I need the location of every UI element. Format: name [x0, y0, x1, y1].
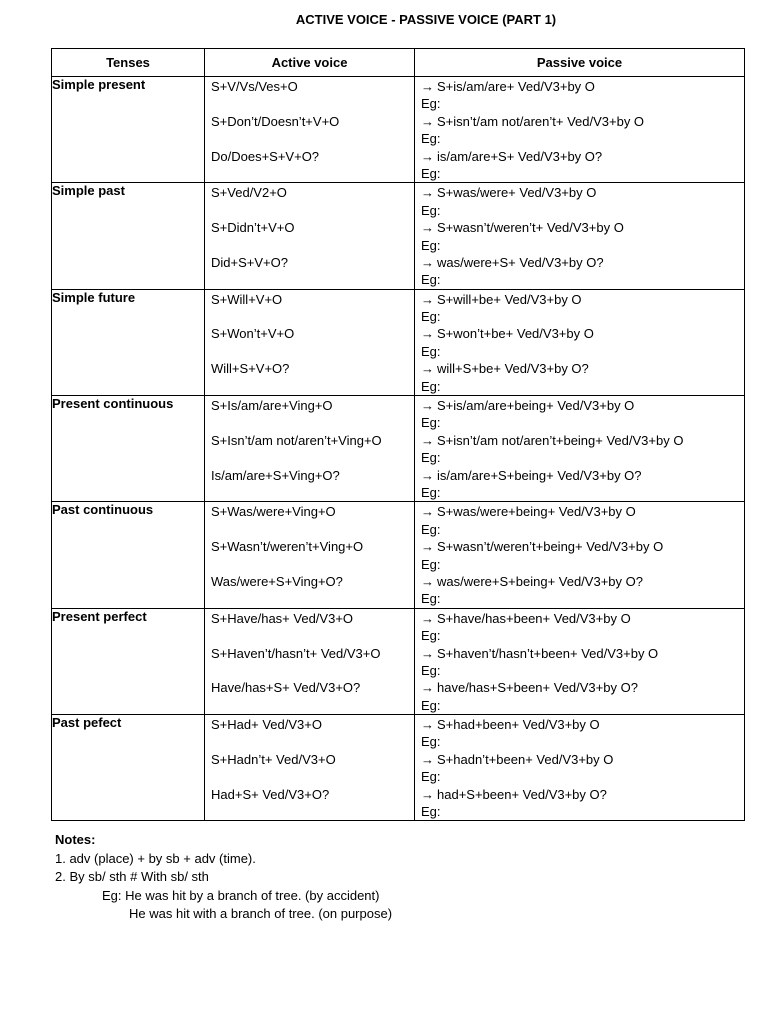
notes-heading: Notes:: [55, 832, 96, 847]
passive-formula: [421, 397, 744, 414]
active-formula: Have/has+S+ Ved/V3+O?: [211, 680, 361, 696]
passive-voice-cell: [415, 715, 745, 821]
arrow-right-icon: →: [421, 680, 434, 696]
page-title: ACTIVE VOICE - PASSIVE VOICE (PART 1): [295, 12, 557, 27]
header-passive-voice: Passive voice: [415, 49, 745, 77]
voice-table: [51, 48, 745, 821]
passive-voice-cell: [415, 289, 745, 395]
passive-formula-text: S+will+be+ Ved/V3+by O: [437, 291, 582, 307]
tense-name: Past pefect: [52, 715, 205, 821]
passive-formula: [421, 610, 744, 627]
example-label: Eg:: [421, 96, 441, 112]
spacer: [211, 237, 414, 254]
passive-formula: [421, 184, 744, 201]
active-formula: Will+S+V+O?: [211, 361, 290, 377]
passive-formula-text: S+wasn’t/weren’t+ Ved/V3+by O: [437, 220, 624, 236]
active-voice-cell: [205, 396, 415, 502]
arrow-right-icon: →: [421, 291, 434, 307]
header-tenses: Tenses: [52, 49, 205, 77]
example-label: Eg:: [421, 450, 441, 466]
active-formula: S+Isn’t/am not/aren’t+Ving+O: [211, 432, 382, 448]
spacer: [211, 556, 414, 573]
passive-formula-text: S+is/am/are+ Ved/V3+by O: [437, 79, 595, 94]
passive-formula-text: S+haven’t/hasn’t+been+ Ved/V3+by O: [437, 645, 659, 661]
arrow-right-icon: →: [421, 361, 434, 377]
table-row: [52, 183, 745, 289]
active-formula: S+Is/am/are+Ving+O: [211, 398, 333, 414]
spacer: [211, 130, 414, 147]
arrow-right-icon: →: [421, 326, 434, 342]
active-formula: Did+S+V+O?: [211, 254, 288, 270]
example-label: Eg:: [421, 556, 441, 572]
passive-formula-text: have/has+S+been+ Ved/V3+by O?: [437, 680, 638, 696]
passive-formula: [421, 538, 744, 555]
passive-voice-cell: [415, 77, 745, 183]
example-label: Eg:: [421, 769, 441, 785]
passive-formula: [421, 254, 744, 271]
arrow-right-icon: →: [421, 185, 434, 201]
arrow-right-icon: →: [421, 645, 434, 661]
table-row: [52, 502, 745, 608]
active-formula: S+Have/has+ Ved/V3+O: [211, 610, 354, 626]
passive-formula: [421, 503, 744, 520]
tense-name: Present perfect: [52, 608, 205, 714]
passive-formula: [421, 716, 744, 733]
active-formula: Had+S+ Ved/V3+O?: [211, 786, 330, 802]
passive-formula-text: is/am/are+S+ Ved/V3+by O?: [437, 148, 603, 164]
arrow-right-icon: →: [421, 504, 434, 520]
passive-formula: [421, 432, 744, 449]
example-label: Eg:: [421, 521, 441, 537]
example-label: Eg:: [421, 378, 441, 394]
active-voice-cell: [205, 608, 415, 714]
arrow-right-icon: →: [421, 539, 434, 555]
passive-formula: [421, 219, 744, 236]
active-formula: S+Don’t/Doesn’t+V+O: [211, 113, 340, 129]
spacer: [211, 449, 414, 466]
example-label: Eg:: [421, 237, 441, 253]
arrow-right-icon: →: [421, 432, 434, 448]
passive-formula-text: was/were+S+ Ved/V3+by O?: [437, 254, 604, 270]
example-label: Eg:: [421, 309, 441, 325]
passive-formula-text: S+hadn’t+been+ Ved/V3+by O: [437, 751, 614, 767]
example-label: Eg:: [421, 734, 441, 750]
passive-formula-text: S+won’t+be+ Ved/V3+by O: [437, 326, 594, 342]
arrow-right-icon: →: [421, 610, 434, 626]
passive-formula: [421, 645, 744, 662]
passive-formula-text: S+was/were+being+ Ved/V3+by O: [437, 504, 636, 520]
tense-name: Past continuous: [52, 502, 205, 608]
active-formula: S+Will+V+O: [211, 291, 283, 307]
note-item: 2. By sb/ sth # With sb/ sth: [55, 869, 209, 884]
example-label: Eg:: [421, 343, 441, 359]
active-formula: S+Won’t+V+O: [211, 326, 295, 342]
passive-voice-cell: [415, 502, 745, 608]
active-voice-cell: [205, 289, 415, 395]
active-formula: S+Didn’t+V+O: [211, 220, 295, 236]
passive-formula: [421, 679, 744, 696]
example-label: Eg:: [421, 697, 441, 713]
active-formula: S+Haven’t/hasn’t+ Ved/V3+O: [211, 645, 381, 661]
passive-formula: [421, 573, 744, 590]
passive-formula: [421, 325, 744, 342]
example-label: Eg:: [421, 804, 441, 820]
passive-voice-cell: [415, 396, 745, 502]
passive-formula-text: S+isn’t/am not/aren’t+being+ Ved/V3+by O: [437, 432, 684, 448]
example-label: Eg:: [421, 415, 441, 431]
passive-formula: [421, 291, 744, 308]
example-label: Eg:: [421, 662, 441, 678]
passive-formula: [421, 78, 744, 95]
passive-formula: [421, 751, 744, 768]
table-row: [52, 396, 745, 502]
arrow-right-icon: →: [421, 148, 434, 164]
passive-formula-text: S+had+been+ Ved/V3+by O: [437, 717, 600, 733]
arrow-right-icon: →: [421, 113, 434, 129]
passive-formula-text: was/were+S+being+ Ved/V3+by O?: [437, 573, 643, 589]
passive-formula-text: S+wasn’t/weren’t+being+ Ved/V3+by O: [437, 539, 664, 555]
active-formula: S+Hadn’t+ Ved/V3+O: [211, 751, 336, 767]
spacer: [211, 95, 414, 112]
notes-section: [55, 831, 392, 924]
arrow-right-icon: →: [421, 254, 434, 270]
arrow-right-icon: →: [421, 786, 434, 802]
arrow-right-icon: →: [421, 573, 434, 589]
example-label: Eg:: [421, 131, 441, 147]
spacer: [211, 308, 414, 325]
example-label: Eg:: [421, 591, 441, 607]
spacer: [211, 627, 414, 644]
active-formula: Do/Does+S+V+O?: [211, 148, 320, 164]
active-formula: Was/were+S+Ving+O?: [211, 573, 343, 589]
passive-formula-text: S+have/has+been+ Ved/V3+by O: [437, 610, 631, 626]
example-label: Eg:: [421, 202, 441, 218]
passive-formula-text: S+isn’t/am not/aren’t+ Ved/V3+by O: [437, 113, 645, 129]
active-formula: S+Was/were+Ving+O: [211, 504, 336, 520]
active-voice-cell: [205, 715, 415, 821]
header-active-voice: Active voice: [205, 49, 415, 77]
active-formula: S+Ved/V2+O: [211, 185, 287, 201]
spacer: [211, 662, 414, 679]
tense-name: Simple future: [52, 289, 205, 395]
active-voice-cell: [205, 77, 415, 183]
passive-formula-text: is/am/are+S+being+ Ved/V3+by O?: [437, 467, 642, 483]
passive-formula-text: S+was/were+ Ved/V3+by O: [437, 185, 597, 201]
arrow-right-icon: →: [421, 398, 434, 414]
active-voice-cell: [205, 183, 415, 289]
spacer: [211, 768, 414, 785]
passive-formula: [421, 148, 744, 165]
passive-formula-text: had+S+been+ Ved/V3+by O?: [437, 786, 607, 802]
table-row: [52, 715, 745, 821]
spacer: [211, 414, 414, 431]
example-label: Eg:: [421, 165, 441, 181]
passive-voice-cell: [415, 608, 745, 714]
example-label: Eg:: [421, 628, 441, 644]
example-label: Eg:: [421, 272, 441, 288]
passive-formula: [421, 113, 744, 130]
table-header-row: [52, 49, 745, 77]
arrow-right-icon: →: [421, 467, 434, 483]
arrow-right-icon: →: [421, 717, 434, 733]
spacer: [211, 343, 414, 360]
tense-name: Simple past: [52, 183, 205, 289]
note-example: He was hit with a branch of tree. (on purpose): [129, 906, 393, 921]
passive-formula-text: S+is/am/are+being+ Ved/V3+by O: [437, 398, 635, 414]
active-formula: Is/am/are+S+Ving+O?: [211, 467, 340, 483]
active-voice-cell: [205, 502, 415, 608]
passive-formula: [421, 360, 744, 377]
arrow-right-icon: →: [421, 220, 434, 236]
active-formula: S+Wasn’t/weren’t+Ving+O: [211, 539, 364, 555]
passive-formula: [421, 786, 744, 803]
spacer: [211, 733, 414, 750]
table-row: [52, 289, 745, 395]
spacer: [211, 521, 414, 538]
tense-name: Simple present: [52, 77, 205, 183]
example-label: Eg:: [421, 484, 441, 500]
arrow-right-icon: →: [421, 79, 434, 94]
table-body: [52, 77, 745, 821]
table-row: [52, 77, 745, 183]
table-row: [52, 608, 745, 714]
tense-name: Present continuous: [52, 396, 205, 502]
passive-formula: [421, 467, 744, 484]
note-example: Eg: He was hit by a branch of tree. (by accident): [102, 887, 380, 903]
passive-voice-cell: [415, 183, 745, 289]
passive-formula-text: will+S+be+ Ved/V3+by O?: [437, 361, 589, 377]
active-formula: S+Had+ Ved/V3+O: [211, 717, 322, 733]
note-item: 1. adv (place) + by sb + adv (time).: [55, 850, 256, 866]
spacer: [211, 202, 414, 219]
arrow-right-icon: →: [421, 751, 434, 767]
active-formula: S+V/Vs/Ves+O: [211, 79, 298, 94]
